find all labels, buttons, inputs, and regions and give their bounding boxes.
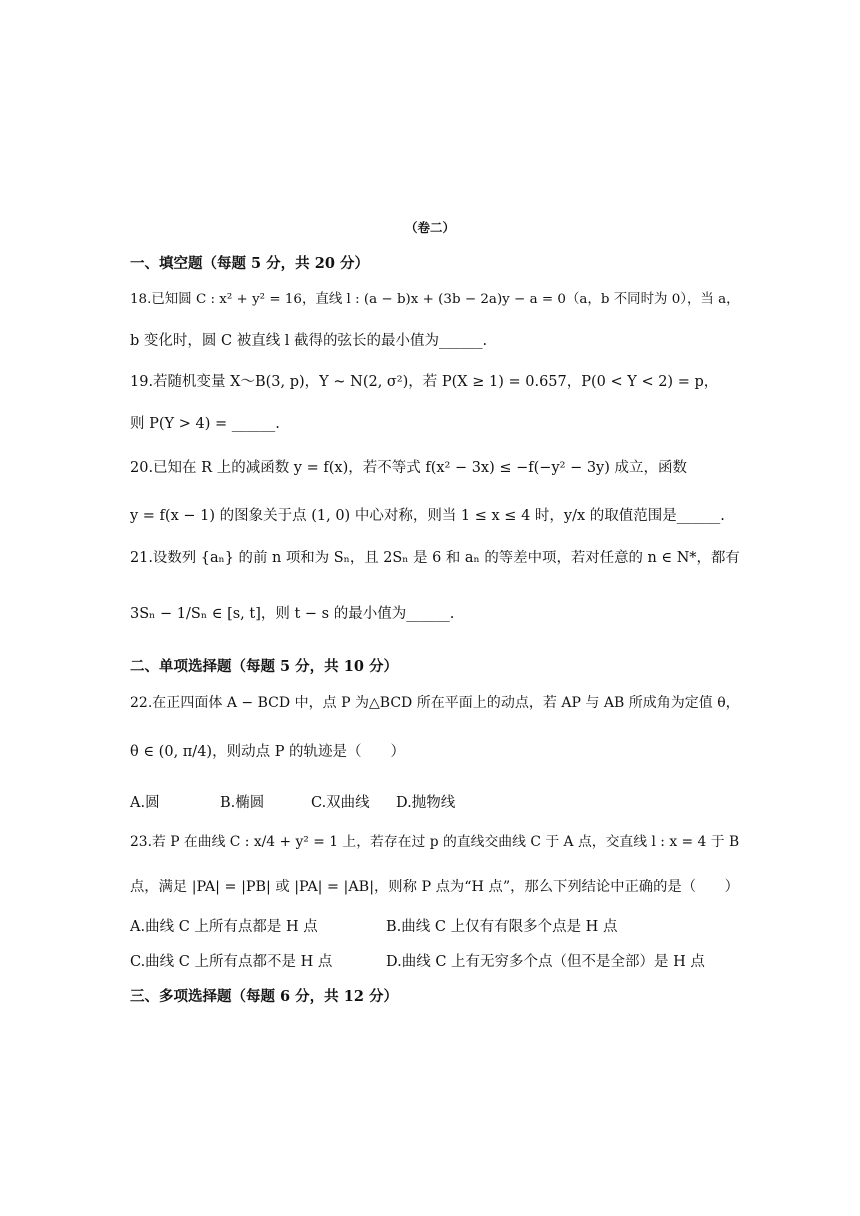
q23-option-a: A.曲线 C 上所有点都是 H 点 <box>130 919 318 935</box>
question-21-line-1: 21.设数列 {aₙ} 的前 n 项和为 Sₙ，且 2Sₙ 是 6 和 aₙ 的等差中项，若对任意的 n ∈ N*，都有 <box>130 550 740 566</box>
question-18-line-1: 18.已知圆 C : x² + y² = 16，直线 l : (a − b)x + (3b − 2a)y − a = 0（a，b 不同时为 0），当 a， <box>130 292 740 307</box>
section-heading-fill-in: 一、填空题（每题 5 分，共 20 分） <box>130 255 369 272</box>
question-19-line-2: 则 P(Y > 4) = ______. <box>130 416 280 432</box>
q22-option-c: C.双曲线 <box>311 795 370 811</box>
q22-option-a: A.圆 <box>130 795 160 811</box>
q22-option-d: D.抛物线 <box>396 795 456 811</box>
question-21-line-2: 3Sₙ − 1/Sₙ ∈ [s, t]，则 t − s 的最小值为______. <box>130 606 455 622</box>
question-23-line-2: 点，满足 |PA| = |PB| 或 |PA| = |AB|，则称 P 点为“H 点”，那么下列结论中正确的是（ ） <box>130 879 739 895</box>
q23-option-b: B.曲线 C 上仅有有限多个点是 H 点 <box>386 919 618 935</box>
q23-option-c: C.曲线 C 上所有点都不是 H 点 <box>130 954 333 970</box>
question-22-line-1: 22.在正四面体 A − BCD 中，点 P 为△BCD 所在平面上的动点，若 AP 与 AB 所成角为定值 θ， <box>130 695 740 711</box>
question-20-line-1: 20.已知在 R 上的减函数 y = f(x)，若不等式 f(x² − 3x) ≤ −f(−y² − 3y) 成立，函数 <box>130 460 688 476</box>
question-18-line-2: b 变化时，圆 C 被直线 l 截得的弦长的最小值为______. <box>130 333 488 349</box>
question-23-line-1: 23.若 P 在曲线 C : x/4 + y² = 1 上，若存在过 p 的直线交曲线 C 于 A 点，交直线 l : x = 4 于 B <box>130 834 740 850</box>
question-20-line-2: y = f(x − 1) 的图象关于点 (1, 0) 中心对称，则当 1 ≤ x ≤ 4 时，y/x 的取值范围是______. <box>130 508 725 524</box>
page-title: （卷二） <box>405 220 455 235</box>
section-heading-single-choice: 二、单项选择题（每题 5 分，共 10 分） <box>130 658 398 675</box>
q23-option-d: D.曲线 C 上有无穷多个点（但不是全部）是 H 点 <box>386 954 705 970</box>
question-19-line-1: 19.若随机变量 X～B(3, p)，Y ~ N(2, σ²)，若 P(X ≥ 1) = 0.657，P(0 < Y < 2) = p， <box>130 374 719 390</box>
q22-option-b: B.椭圆 <box>220 795 265 811</box>
section-heading-multiple-choice: 三、多项选择题（每题 6 分，共 12 分） <box>130 988 398 1005</box>
question-22-line-2: θ ∈ (0, π/4)，则动点 P 的轨迹是（ ） <box>130 744 406 760</box>
